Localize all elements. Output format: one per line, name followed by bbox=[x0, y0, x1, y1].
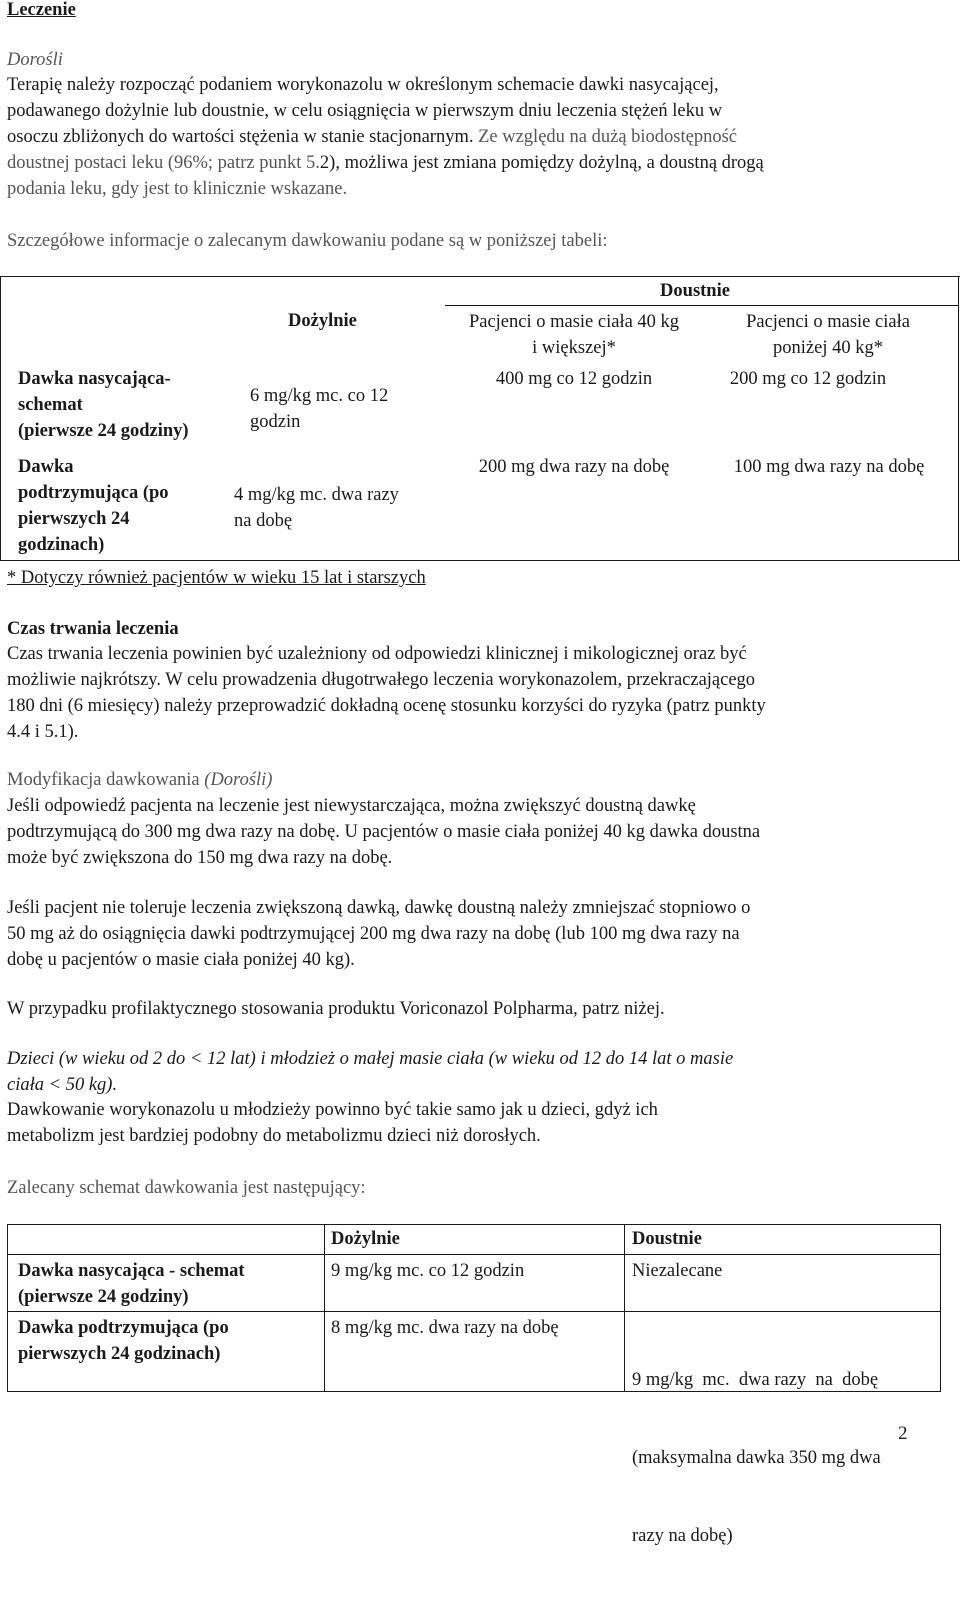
table1-border-bottom bbox=[0, 560, 960, 561]
table2-header-oral: Doustnie bbox=[632, 1229, 702, 1249]
text-line bbox=[7, 124, 764, 150]
duration-heading: Czas trwania leczenia bbox=[7, 619, 179, 639]
label-line: Dawka bbox=[18, 457, 74, 477]
text-line: podtrzymującą do 300 mg dwa razy na dobę. U pacjentów o masie ciała poniżej 40 kg dawka doustna bbox=[7, 822, 761, 842]
label-line: podtrzymująca (po bbox=[18, 483, 169, 503]
text-run: doustnej postaci leku (96%; patrz punkt 5. bbox=[7, 153, 320, 173]
text-run: Modyfikacja dawkowania bbox=[7, 770, 205, 790]
header-line: Pacjenci o masie ciała 40 kg bbox=[468, 312, 680, 332]
duration-paragraph bbox=[7, 641, 766, 745]
label-line: schemat bbox=[18, 395, 83, 415]
text-line: ciała < 50 kg). bbox=[7, 1075, 118, 1095]
table2-divider-row2 bbox=[7, 1311, 941, 1312]
value-line: na dobę bbox=[234, 511, 293, 531]
table2-border-top bbox=[7, 1224, 941, 1225]
label-line: (pierwsze 24 godziny) bbox=[18, 1287, 189, 1307]
text-line: podawanego dożylnie lub doustnie, w celu osiągnięcia w pierwszym dniu leczenia stężeń leku w bbox=[7, 101, 723, 121]
table2-divider-row1 bbox=[7, 1254, 941, 1255]
table1-row2-oral-under40: 100 mg dwa razy na dobę bbox=[733, 457, 925, 477]
modification-heading bbox=[7, 767, 272, 793]
value-line: 9 mg/kg mc. dwa razy na dobę bbox=[632, 1370, 879, 1390]
text-run: osoczu zbliżonych do wartości stężenia w stanie stacjonarnym. bbox=[7, 127, 474, 147]
page-number: 2 bbox=[898, 1423, 908, 1444]
value-line: (maksymalna dawka 350 mg dwa bbox=[632, 1448, 881, 1468]
table1-header-oral: Doustnie bbox=[660, 281, 730, 301]
section-heading: Leczenie bbox=[7, 0, 76, 20]
table-intro: Szczegółowe informacje o zalecanym dawkowaniu podane są w poniższej tabeli: bbox=[7, 231, 608, 251]
value-line: godzin bbox=[250, 412, 301, 432]
table2-row2-iv: 8 mg/kg mc. dwa razy na dobę bbox=[331, 1318, 559, 1338]
text-line: Czas trwania leczenia powinien być uzależniony od odpowiedzi klinicznej i mikologicznej oraz być bbox=[7, 644, 747, 664]
header-line: Pacjenci o masie ciała bbox=[746, 312, 910, 332]
children-paragraph bbox=[7, 1097, 658, 1149]
schema-intro: Zalecany schemat dawkowania jest następujący: bbox=[7, 1178, 366, 1198]
table1-row2-oral-40plus: 200 mg dwa razy na dobę bbox=[478, 457, 670, 477]
text-line: Jeśli pacjent nie toleruje leczenia zwiększoną dawką, dawkę doustną należy zmniejszać stopniowo o bbox=[7, 898, 751, 918]
table2-header-iv: Dożylnie bbox=[331, 1229, 400, 1249]
modification-paragraph-1 bbox=[7, 793, 760, 871]
modification-paragraph-3: W przypadku profilaktycznego stosowania produktu Voriconazol Polpharma, patrz niżej. bbox=[7, 999, 665, 1019]
table1-footnote: * Dotyczy również pacjentów w wieku 15 lat i starszych bbox=[7, 568, 426, 588]
value-line: 6 mg/kg mc. co 12 bbox=[250, 386, 389, 406]
children-heading bbox=[7, 1046, 733, 1098]
table1-header-oral-under40 bbox=[708, 309, 948, 361]
table1-subheader-divider bbox=[445, 305, 959, 306]
label-line: (pierwsze 24 godziny) bbox=[18, 421, 189, 441]
table1-row2-iv bbox=[234, 482, 399, 534]
text-run: Ze względu na dużą biodostępność bbox=[473, 127, 738, 147]
table1-border-left bbox=[0, 276, 1, 561]
table2-row1-iv: 9 mg/kg mc. co 12 godzin bbox=[331, 1261, 525, 1281]
table2-row2-label bbox=[18, 1315, 229, 1367]
table1-border-top bbox=[0, 276, 960, 277]
text-line: dobę u pacjentów o masie ciała poniżej 40 kg). bbox=[7, 950, 355, 970]
text-line bbox=[7, 150, 764, 176]
table1-row1-oral-under40: 200 mg co 12 godzin bbox=[729, 369, 887, 389]
table2-border-left bbox=[7, 1224, 8, 1392]
text-line: 180 dni (6 miesięcy) należy przeprowadzić dokładną ocenę stosunku korzyści do ryzyka (patrz punkty bbox=[7, 696, 766, 716]
label-line: pierwszych 24 bbox=[18, 509, 130, 529]
table2-row2-oral bbox=[632, 1315, 934, 1601]
table1-header-iv: Dożylnie bbox=[288, 311, 357, 331]
text-line: Dawkowanie worykonazolu u młodzieży powinno być takie samo jak u dzieci, gdyż ich bbox=[7, 1100, 658, 1120]
text-line: może być zwiększona do 150 mg dwa razy na dobę. bbox=[7, 848, 393, 868]
text-run: (Dorośli) bbox=[204, 770, 273, 790]
table2-divider-col1 bbox=[324, 1224, 325, 1392]
table2-divider-col2 bbox=[624, 1224, 625, 1392]
label-line: pierwszych 24 godzinach) bbox=[18, 1344, 221, 1364]
table2-border-right bbox=[940, 1224, 941, 1392]
table1-header-oral-40plus bbox=[440, 309, 708, 361]
text-line: Terapię należy rozpocząć podaniem worykonazolu w określonym schemacie dawki nasycającej, bbox=[7, 75, 719, 95]
text-line: metabolizm jest bardziej podobny do metabolizmu dzieci niż dorosłych. bbox=[7, 1126, 541, 1146]
table2-row1-oral: Niezalecane bbox=[632, 1261, 723, 1281]
text-line: możliwie najkrótszy. W celu prowadzenia długotrwałego leczenia worykonazolem, przekraczającego bbox=[7, 670, 756, 690]
text-run: 2), możliwa jest zmiana pomiędzy dożylną, a doustną drogą bbox=[319, 153, 764, 173]
header-line: i większej* bbox=[532, 338, 616, 358]
value-line: 4 mg/kg mc. dwa razy bbox=[234, 485, 399, 505]
value-line: razy na dobę) bbox=[632, 1526, 733, 1546]
text-line: podania leku, gdy jest to klinicznie wskazane. bbox=[7, 179, 348, 199]
table1-row1-iv bbox=[250, 383, 388, 435]
label-line: Dawka podtrzymująca (po bbox=[18, 1318, 229, 1338]
table2-row1-label bbox=[18, 1258, 245, 1310]
modification-paragraph-2 bbox=[7, 895, 750, 973]
table1-row1-label bbox=[18, 366, 189, 444]
table1-row1-oral-40plus: 400 mg co 12 godzin bbox=[495, 369, 653, 389]
text-line: 50 mg aż do osiągnięcia dawki podtrzymującej 200 mg dwa razy na dobę (lub 100 mg dwa razy na bbox=[7, 924, 740, 944]
table1-border-right bbox=[958, 276, 959, 561]
table1-row2-label bbox=[18, 454, 169, 558]
text-line: Jeśli odpowiedź pacjenta na leczenie jest niewystarczająca, można zwiększyć doustną dawkę bbox=[7, 796, 696, 816]
adults-paragraph bbox=[7, 72, 764, 202]
label-line: Dawka nasycająca- bbox=[18, 369, 171, 389]
adults-subheading: Dorośli bbox=[7, 50, 63, 70]
text-line: Dzieci (w wieku od 2 do < 12 lat) i młodzież o małej masie ciała (w wieku od 12 do 14 lat o masie bbox=[7, 1049, 734, 1069]
label-line: Dawka nasycająca - schemat bbox=[18, 1261, 245, 1281]
header-line: poniżej 40 kg* bbox=[773, 338, 883, 358]
text-line: 4.4 i 5.1). bbox=[7, 722, 79, 742]
label-line: godzinach) bbox=[18, 535, 105, 555]
